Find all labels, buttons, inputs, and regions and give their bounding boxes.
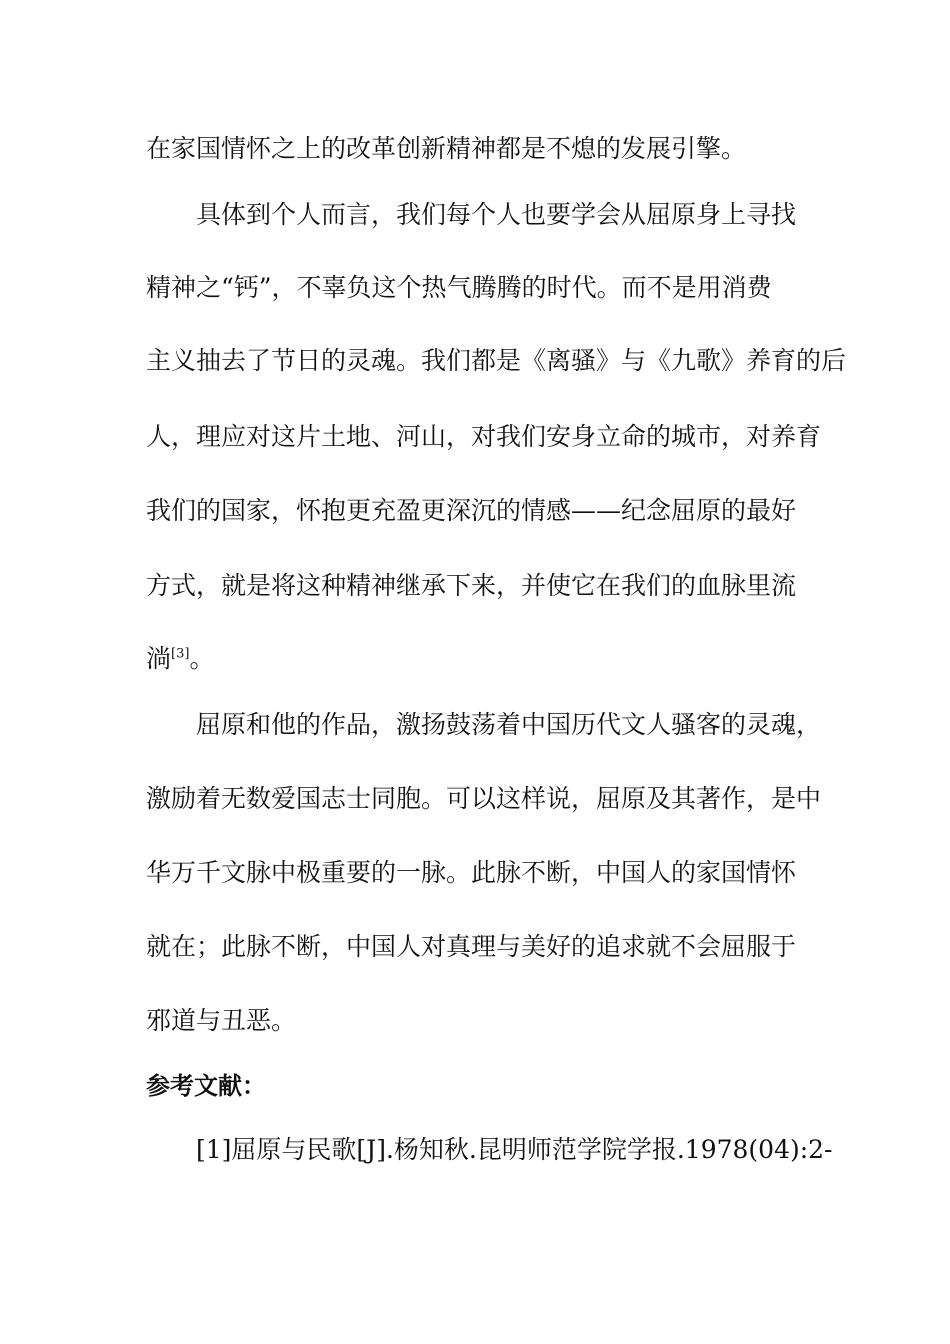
paragraph-line: 邪道与丑恶。 [146,1006,297,1035]
paragraph-line: 具体到个人而言，我们每个人也要学会从屈原身上寻找 [196,200,797,229]
paragraph-line: 方式，就是将这种精神继承下来，并使它在我们的血脉里流 [146,571,797,600]
citation-marker: [3] [171,646,190,662]
paragraph-line: 主义抽去了节日的灵魂。我们都是《离骚》与《九歌》养育的后 [146,346,847,375]
paragraph-line: 人，理应对这片土地、河山，对我们安身立命的城市，对养育 [146,422,822,451]
paragraph-line: 就在；此脉不断，中国人对真理与美好的追求就不会屈服于 [146,932,797,961]
references-heading: 参考文献： [146,1072,266,1100]
paragraph-line: 华万千文脉中极重要的一脉。此脉不断，中国人的家国情怀 [146,858,797,887]
paragraph-line: 我们的国家，怀抱更充盈更深沉的情感——纪念屈原的最好 [146,496,797,525]
paragraph-line [146,644,214,674]
paragraph-text: 淌 [146,644,172,673]
paragraph-text: 。 [189,644,215,673]
paragraph-line: 在家国情怀之上的改革创新精神都是不熄的发展引擎。 [146,134,747,163]
reference-item: [1]屈原与民歌[J].杨知秋.昆明师范学院学报.1978(04):2- [196,1135,833,1164]
paragraph-line: 激励着无数爱国志士同胞。可以这样说，屈原及其著作，是中 [146,784,822,813]
paragraph-line: 精神之“钙”，不辜负这个热气腾腾的时代。而不是用消费 [146,273,772,302]
paragraph-line: 屈原和他的作品，激扬鼓荡着中国历代文人骚客的灵魂， [196,710,822,739]
